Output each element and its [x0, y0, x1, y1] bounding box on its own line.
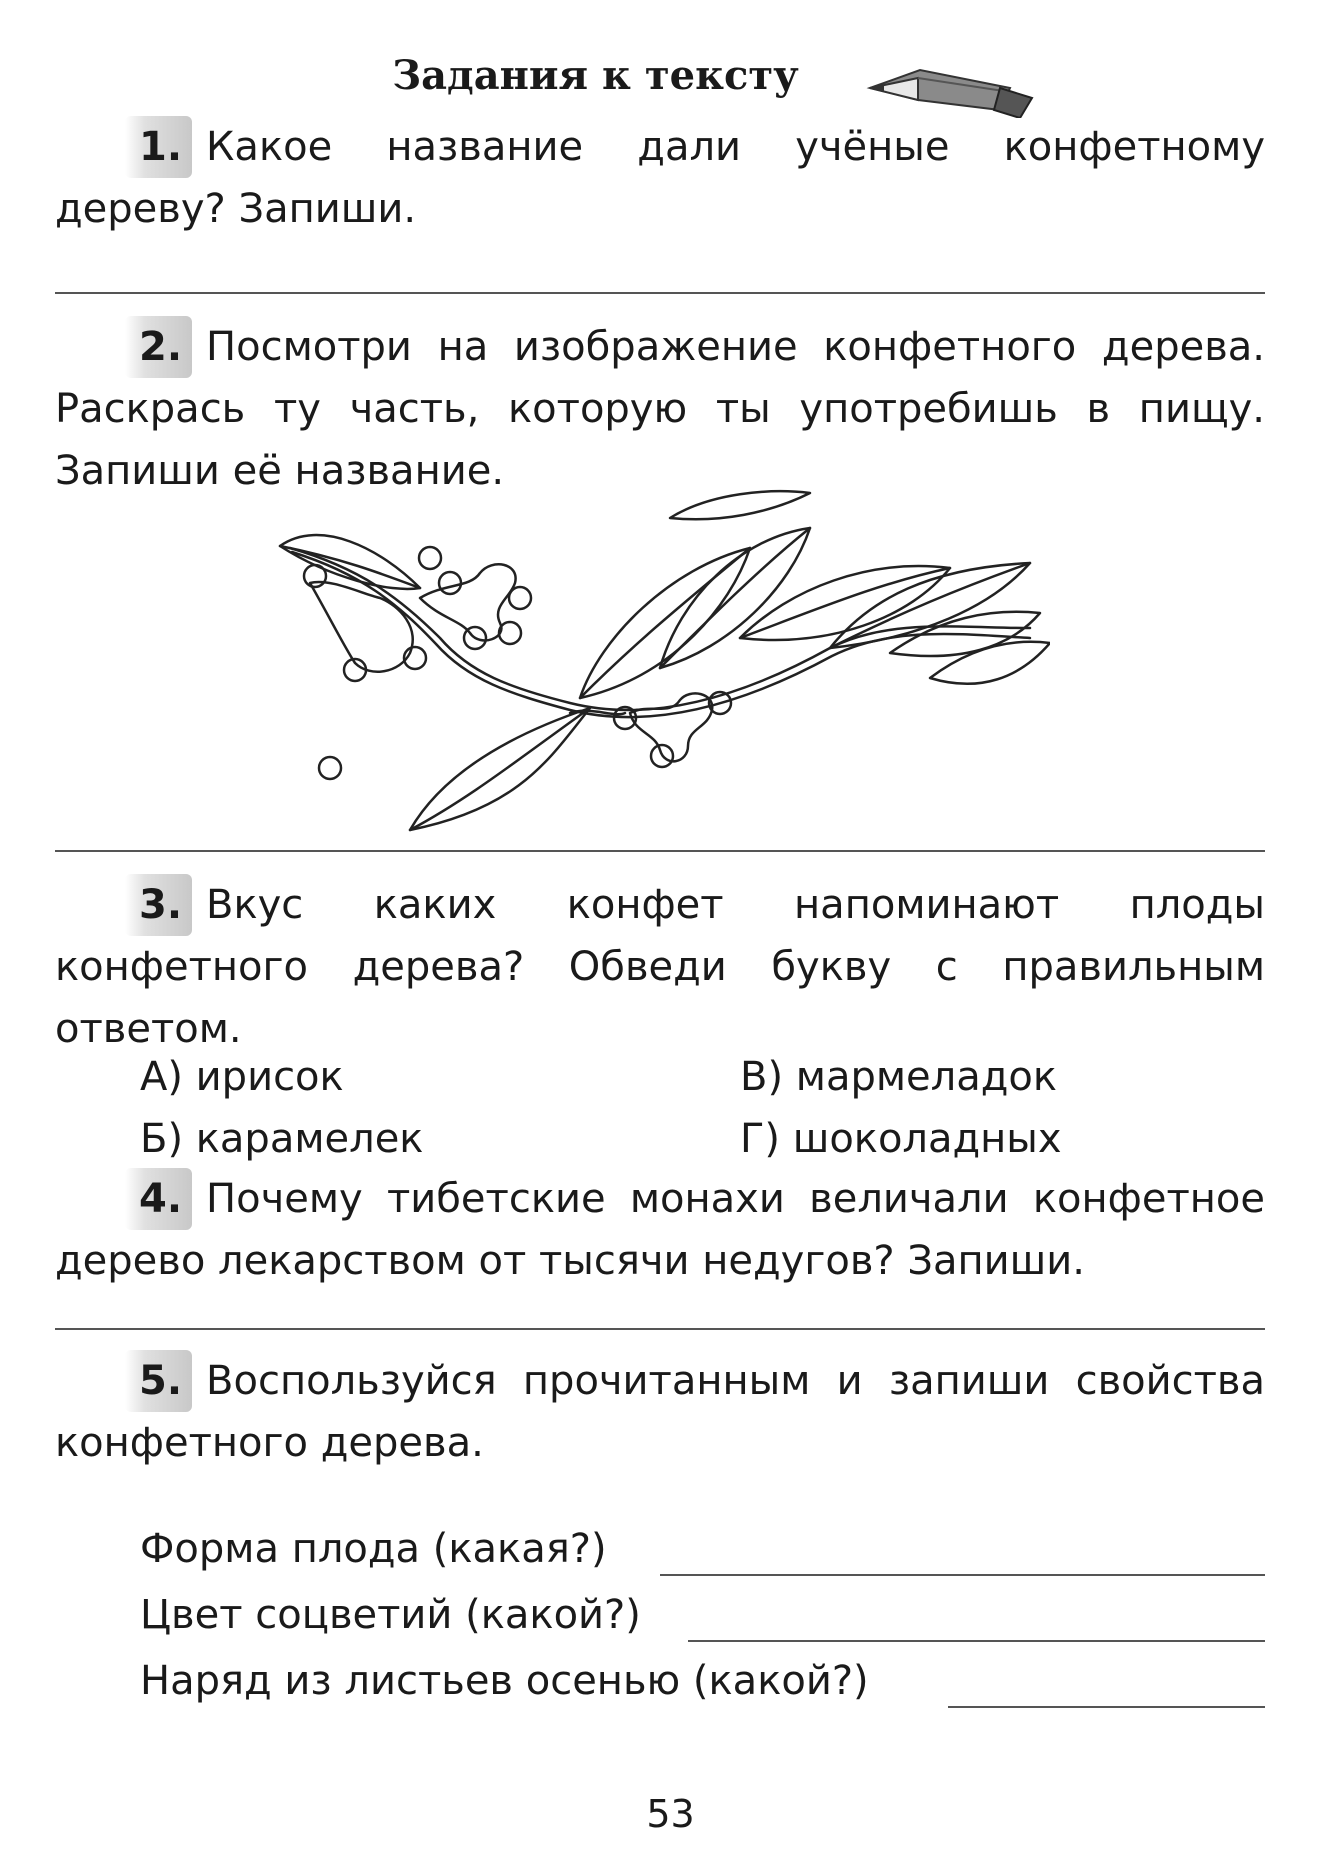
property-fruit-shape-label: Форма плода (какая?): [140, 1526, 607, 1572]
page-number: 53: [646, 1792, 695, 1836]
task-3: [55, 874, 1265, 1060]
task-5-text: Воспользуйся прочитанным и запиши свойства конфетного дерева.: [55, 1358, 1265, 1466]
task-1: [55, 116, 1265, 240]
task-3-text: Вкус каких конфет напоминают плоды конфетного дерева? Обведи букву с правильным ответом.: [55, 882, 1265, 1052]
task-3-number: 3.: [125, 874, 192, 936]
property-inflorescence-color-label: Цвет соцветий (какой?): [140, 1592, 641, 1638]
task-2-number: 2.: [125, 316, 192, 378]
answer-line-1[interactable]: [55, 292, 1265, 294]
task-4-number: 4.: [125, 1168, 192, 1230]
task-1-number: 1.: [125, 116, 192, 178]
task-1-text: Какое название дали учёные конфетному дереву? Запиши.: [55, 124, 1265, 232]
answer-line-4[interactable]: [55, 1328, 1265, 1330]
pencil-icon: [860, 48, 1040, 118]
task-4: [55, 1168, 1265, 1292]
task-2: [55, 316, 1265, 502]
candy-tree-branch-illustration: [270, 488, 1050, 838]
option-b[interactable]: Б) карамелек: [140, 1116, 424, 1162]
property-fruit-shape-line[interactable]: [660, 1574, 1265, 1576]
page-title: Задания к тексту: [392, 52, 799, 99]
property-autumn-leaves-line[interactable]: [948, 1706, 1265, 1708]
task-4-text: Почему тибетские монахи величали конфетное дерево лекарством от тысячи недугов? Запиши.: [55, 1176, 1265, 1284]
property-autumn-leaves-label: Наряд из листьев осенью (какой?): [140, 1658, 869, 1704]
option-a[interactable]: А) ирисок: [140, 1054, 344, 1100]
task-5: [55, 1350, 1265, 1474]
answer-line-2[interactable]: [55, 850, 1265, 852]
task-5-number: 5.: [125, 1350, 192, 1412]
option-v[interactable]: В) мармеладок: [740, 1054, 1057, 1100]
task-2-text: Посмотри на изображение конфетного дерева. Раскрась ту часть, которую ты употребишь в пищу. Запиши её название.: [55, 324, 1265, 494]
property-inflorescence-color-line[interactable]: [688, 1640, 1265, 1642]
option-g[interactable]: Г) шоколадных: [740, 1116, 1062, 1162]
